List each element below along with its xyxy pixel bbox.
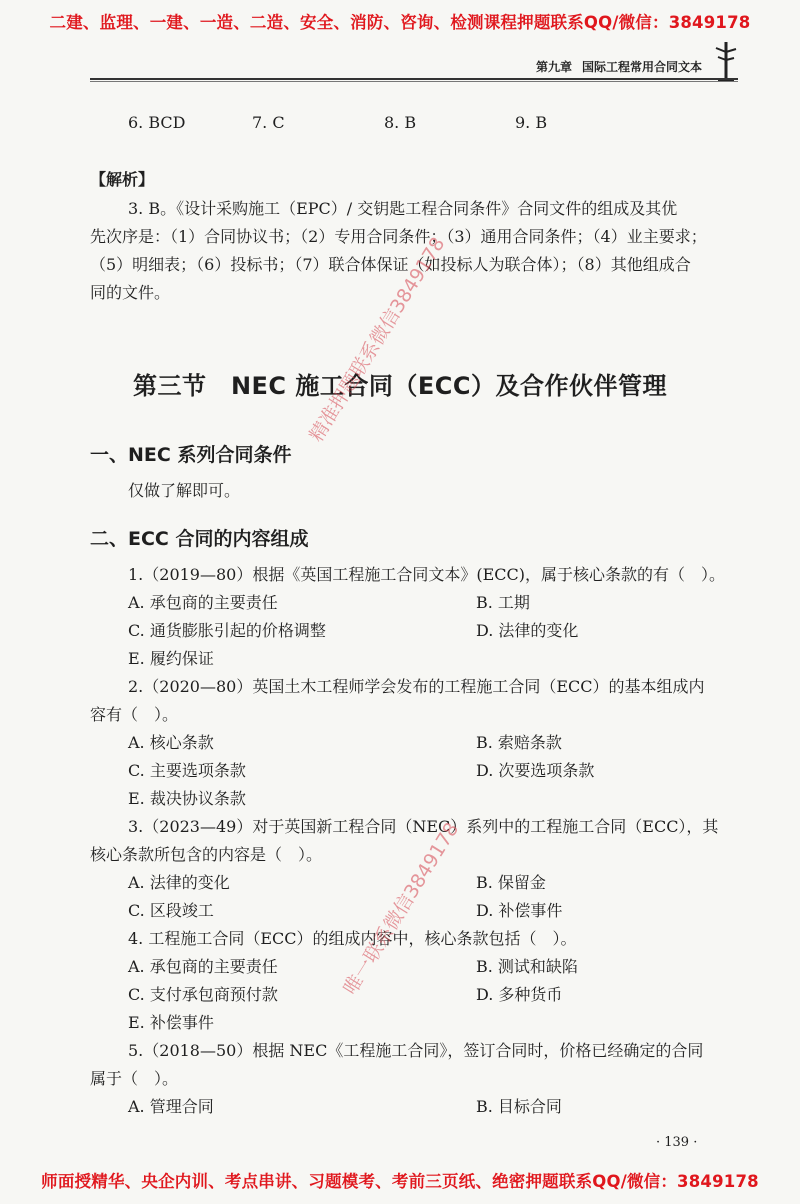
question-option: C. 通货膨胀引起的价格调整 bbox=[128, 621, 326, 640]
header-rule bbox=[90, 78, 738, 80]
chapter-title: 国际工程常用合同文本 bbox=[582, 60, 703, 74]
analysis-label: 【解析】 bbox=[90, 170, 155, 189]
answer-item: 6. BCD bbox=[128, 113, 186, 132]
answers-row bbox=[128, 113, 547, 133]
question-stem: 5.（2018—50）根据 NEC《工程施工合同》，签订合同时，价格已经确定的合同 bbox=[128, 1041, 704, 1060]
question-option: E. 履约保证 bbox=[128, 649, 214, 668]
question-option: B. 保留金 bbox=[476, 873, 546, 892]
tree-ornament-icon bbox=[712, 40, 740, 82]
top-promo-banner: 二建、监理、一建、一造、二造、安全、消防、咨询、检测课程押题联系QQ/微信：3849178 bbox=[49, 13, 751, 32]
question-stem: 容有（ ）。 bbox=[90, 705, 179, 724]
watermark-text: 精准押题联系微信3849178 bbox=[305, 233, 450, 446]
answer-item: 7. C bbox=[252, 113, 285, 132]
question-option: D. 次要选项条款 bbox=[476, 761, 595, 780]
question-stem: 3.（2023—49）对于英国新工程合同（NEC）系列中的工程施工合同（ECC），其 bbox=[128, 817, 719, 836]
answer-item: 8. B bbox=[384, 113, 417, 132]
question-option: C. 区段竣工 bbox=[128, 901, 214, 920]
bottom-promo-banner: 师面授精华、央企内训、考点串讲、习题模考、考前三页纸、绝密押题联系QQ/微信：3849178 bbox=[41, 1172, 759, 1191]
question-option: A. 法律的变化 bbox=[128, 873, 230, 892]
subsection-title: 一、NEC 系列合同条件 bbox=[90, 444, 292, 466]
question-option: E. 裁决协议条款 bbox=[128, 789, 246, 808]
header-rule-thin bbox=[90, 81, 738, 82]
question-stem: 4. 工程施工合同（ECC）的组成内容中，核心条款包括（ ）。 bbox=[128, 929, 577, 948]
section-title: 第三节 NEC 施工合同（ECC）及合作伙伴管理 bbox=[132, 372, 668, 400]
question-stem: 2.（2020—80）英国土木工程师学会发布的工程施工合同（ECC）的基本组成内 bbox=[128, 677, 705, 696]
question-option: A. 承包商的主要责任 bbox=[128, 593, 278, 612]
analysis-line: 3. B。《设计采购施工（EPC）/ 交钥匙工程合同条件》合同文件的组成及其优 bbox=[128, 199, 678, 218]
question-option: A. 承包商的主要责任 bbox=[128, 957, 278, 976]
question-option: D. 法律的变化 bbox=[476, 621, 579, 640]
watermark-text: 唯一联系微信3849178 bbox=[339, 818, 464, 999]
subsection-text: 仅做了解即可。 bbox=[128, 481, 241, 500]
question-option: B. 索赔条款 bbox=[476, 733, 562, 752]
chapter-label: 第九章 bbox=[536, 60, 573, 74]
question-option: C. 支付承包商预付款 bbox=[128, 985, 278, 1004]
page-number: · 139 · bbox=[656, 1135, 698, 1150]
question-option: B. 测试和缺陷 bbox=[476, 957, 578, 976]
question-stem: 核心条款所包含的内容是（ ）。 bbox=[90, 845, 323, 864]
question-option: A. 核心条款 bbox=[128, 733, 214, 752]
analysis-line: （5）明细表；（6）投标书；（7）联合体保证（如投标人为联合体）；（8）其他组成合 bbox=[90, 255, 691, 274]
question-option: D. 多种货币 bbox=[476, 985, 563, 1004]
question-option: D. 补偿事件 bbox=[476, 901, 563, 920]
subsection-title: 二、ECC 合同的内容组成 bbox=[90, 528, 309, 550]
question-option: B. 工期 bbox=[476, 593, 530, 612]
analysis-line: 同的文件。 bbox=[90, 283, 171, 302]
analysis-line: 先次序是：（1）合同协议书；（2）专用合同条件；（3）通用合同条件；（4）业主要求； bbox=[90, 227, 707, 246]
answer-item: 9. B bbox=[515, 113, 548, 132]
question-option: C. 主要选项条款 bbox=[128, 761, 246, 780]
question-option: E. 补偿事件 bbox=[128, 1013, 214, 1032]
question-stem: 1.（2019—80）根据《英国工程施工合同文本》(ECC)，属于核心条款的有（ ）。 bbox=[128, 565, 725, 584]
question-option: A. 管理合同 bbox=[128, 1097, 214, 1116]
running-header bbox=[536, 58, 712, 75]
question-stem: 属于（ ）。 bbox=[90, 1069, 179, 1088]
question-option: B. 目标合同 bbox=[476, 1097, 562, 1116]
